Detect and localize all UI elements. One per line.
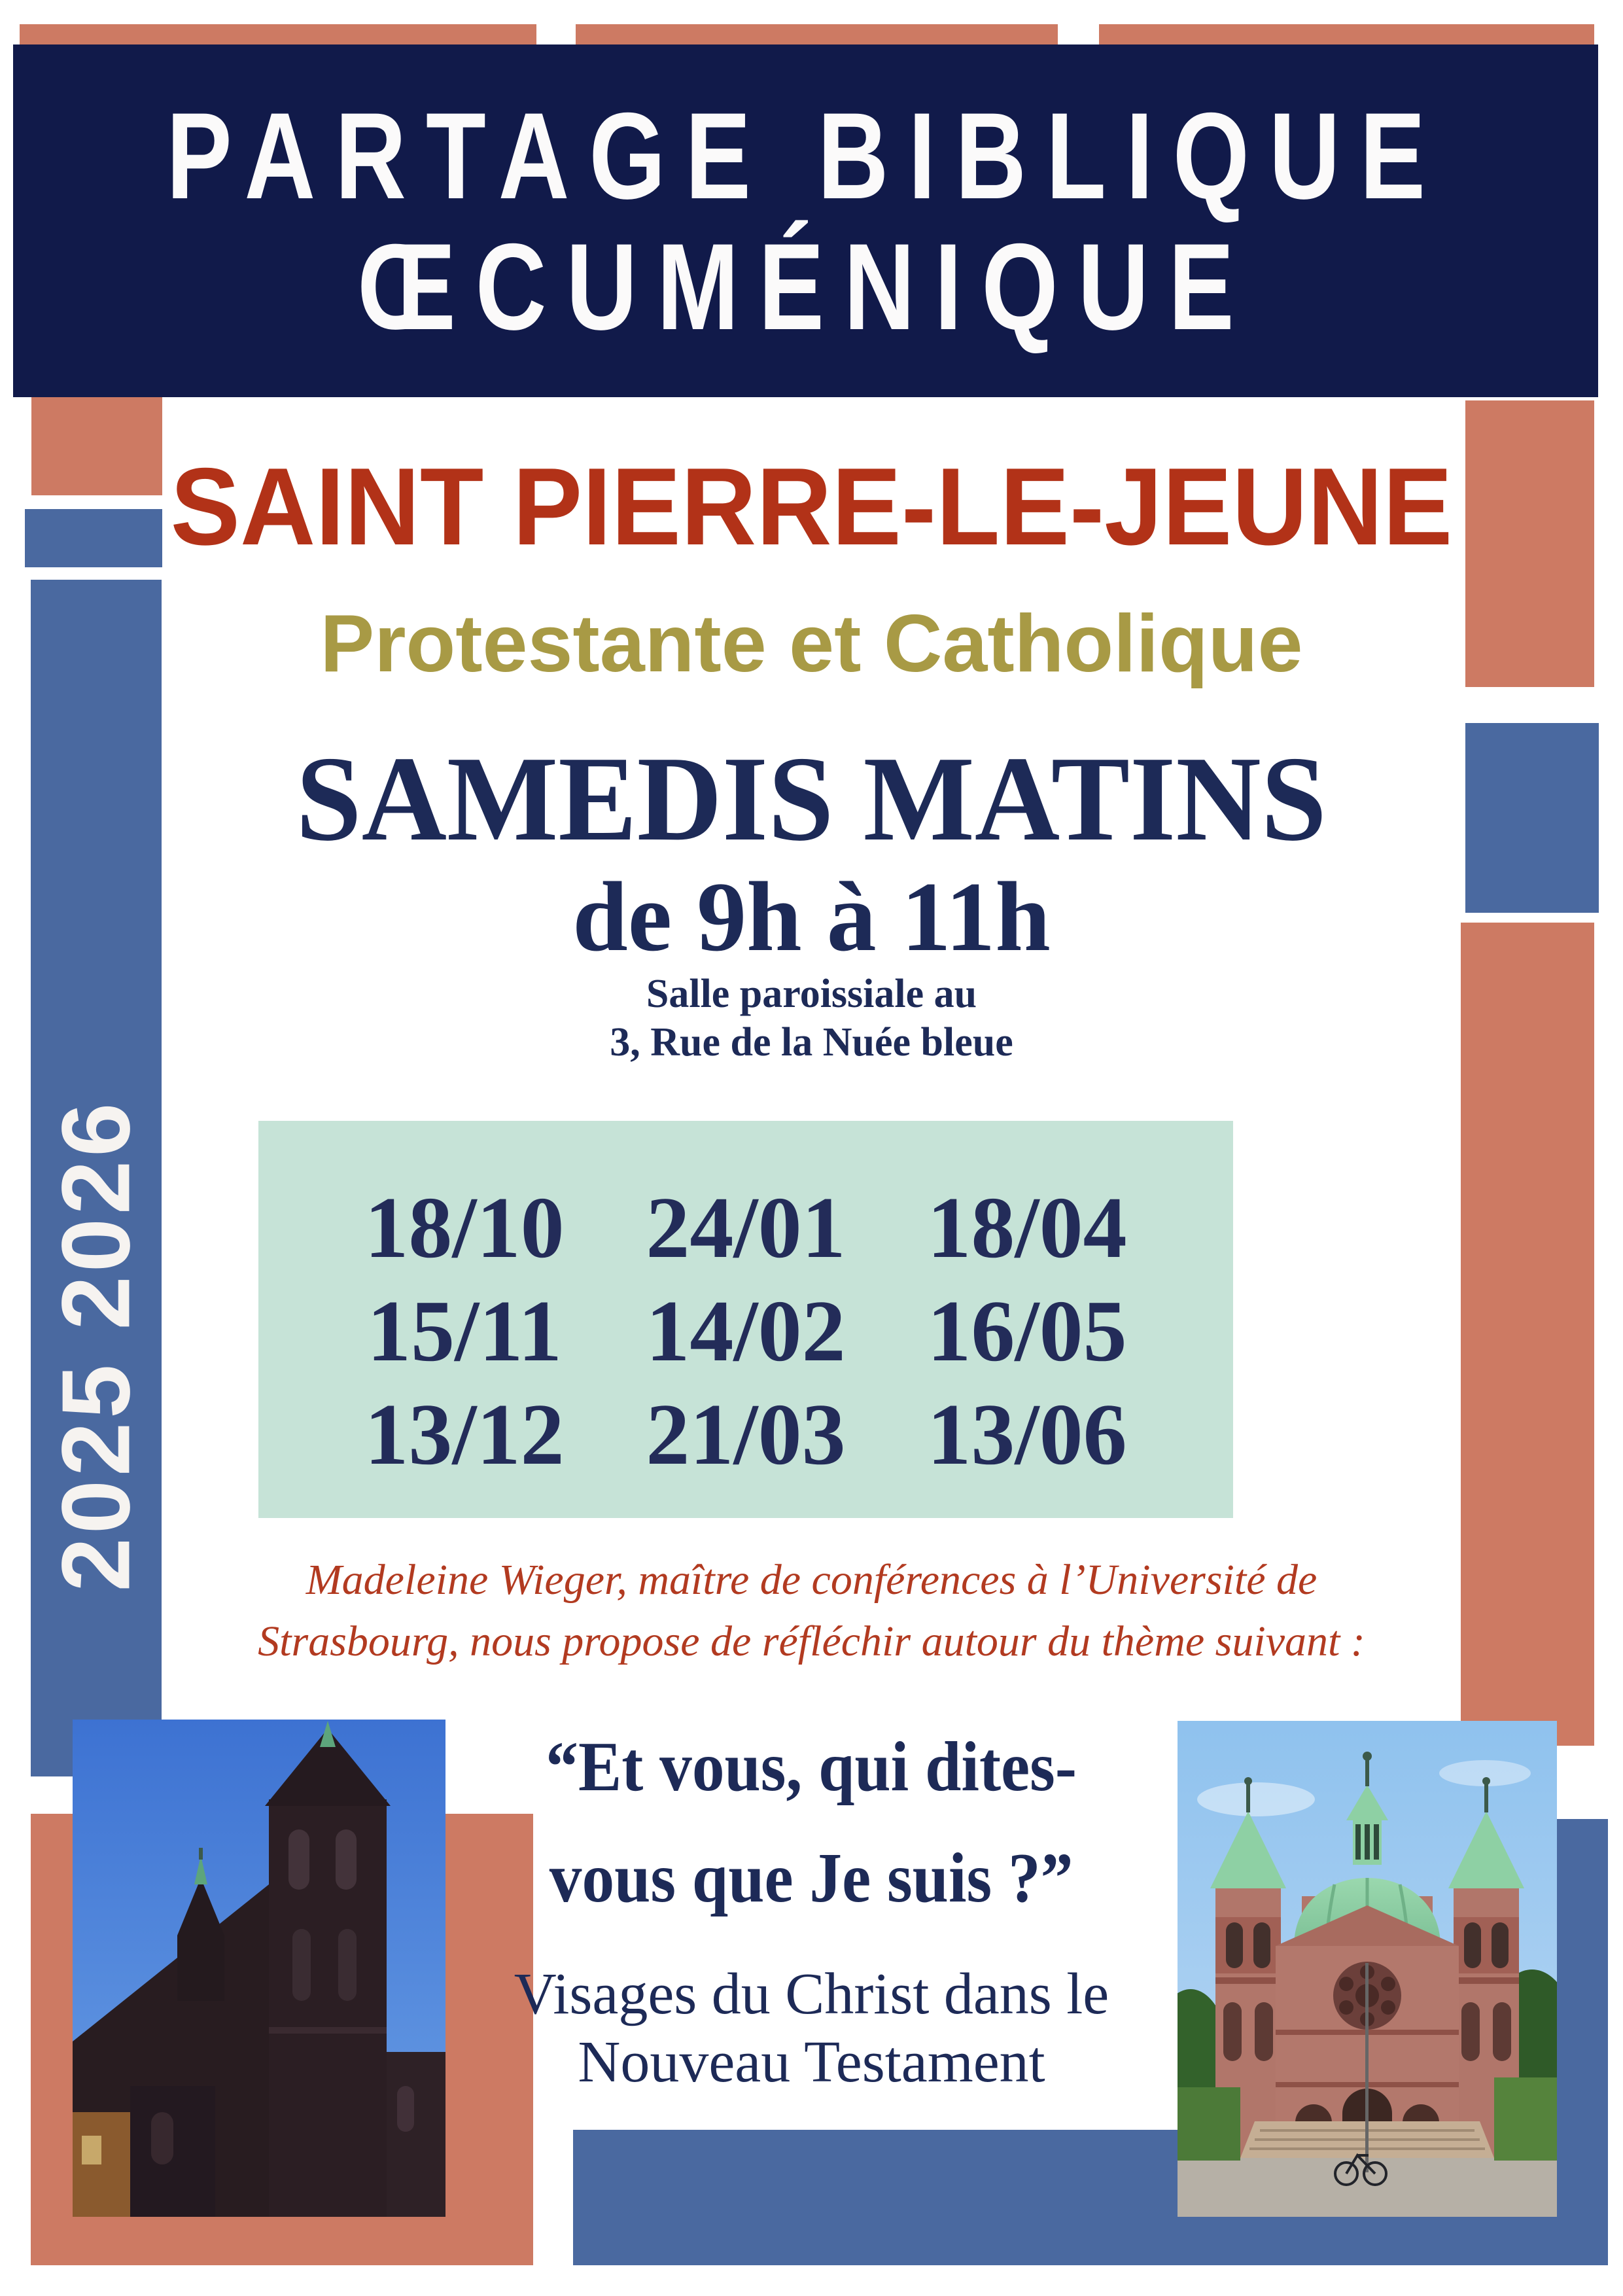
speaker-note-line1: Madeleine Wieger, maître de conférences à l’Université de [305,1556,1318,1604]
date-cell: 24/01 [646,1179,846,1276]
theme-quote-line1-text: “Et vous, qui dites- [546,1728,1077,1806]
event-title-text: SAMEDIS MATINS [296,732,1327,866]
top-bar-right-segment [1099,24,1594,46]
theme-subtitle-line1: Visages du Christ dans le [514,1962,1109,2026]
date-cell: 14/02 [646,1282,846,1379]
event-time: de 9h à 11h [572,862,1051,972]
banner-title-line1 [7,86,1605,224]
venue-line1: Salle paroissiale au [646,972,977,1016]
venue-line2: 3, Rue de la Nuée bleue [610,1020,1013,1065]
banner-title-line2-text: ŒCUMÉNIQUE [357,217,1254,355]
speaker-note-line2: Strasbourg, nous propose de réfléchir autour du thème suivant : [258,1617,1365,1665]
left-church-photo-graphic [73,1720,445,2217]
left-church-photo [73,1720,445,2217]
dates-panel [258,1121,1233,1518]
speaker-note [0,1549,1623,1672]
season-vertical-label: 2025 2026 [42,1099,150,1591]
parish-name-text: SAINT PIERRE-LE-JEUNE [170,445,1453,568]
parish-denominations: Protestante et Catholique [320,599,1303,689]
top-bar-left-segment [20,24,536,46]
date-cell: 16/05 [927,1282,1127,1379]
title-banner [13,44,1598,397]
date-cell: 13/12 [364,1386,565,1483]
date-cell: 18/04 [927,1179,1127,1276]
theme-subtitle-line2: Nouveau Testament [578,2030,1045,2094]
venue-address [0,970,1623,1067]
right-church-photo-graphic [1178,1721,1557,2217]
banner-title-line2 [245,217,1366,355]
event-title [0,732,1623,866]
parish-name [0,445,1623,568]
date-cell: 15/11 [367,1282,562,1379]
date-cell: 21/03 [646,1386,846,1483]
date-cell: 13/06 [927,1386,1127,1483]
theme-quote-line2-text: vous que Je suis ?” [550,1839,1073,1917]
banner-title-line1-text: PARTAGE BIBLIQUE [166,86,1445,224]
right-church-photo [1178,1721,1557,2217]
top-bar-middle-segment [576,24,1058,46]
date-cell: 18/10 [364,1179,565,1276]
